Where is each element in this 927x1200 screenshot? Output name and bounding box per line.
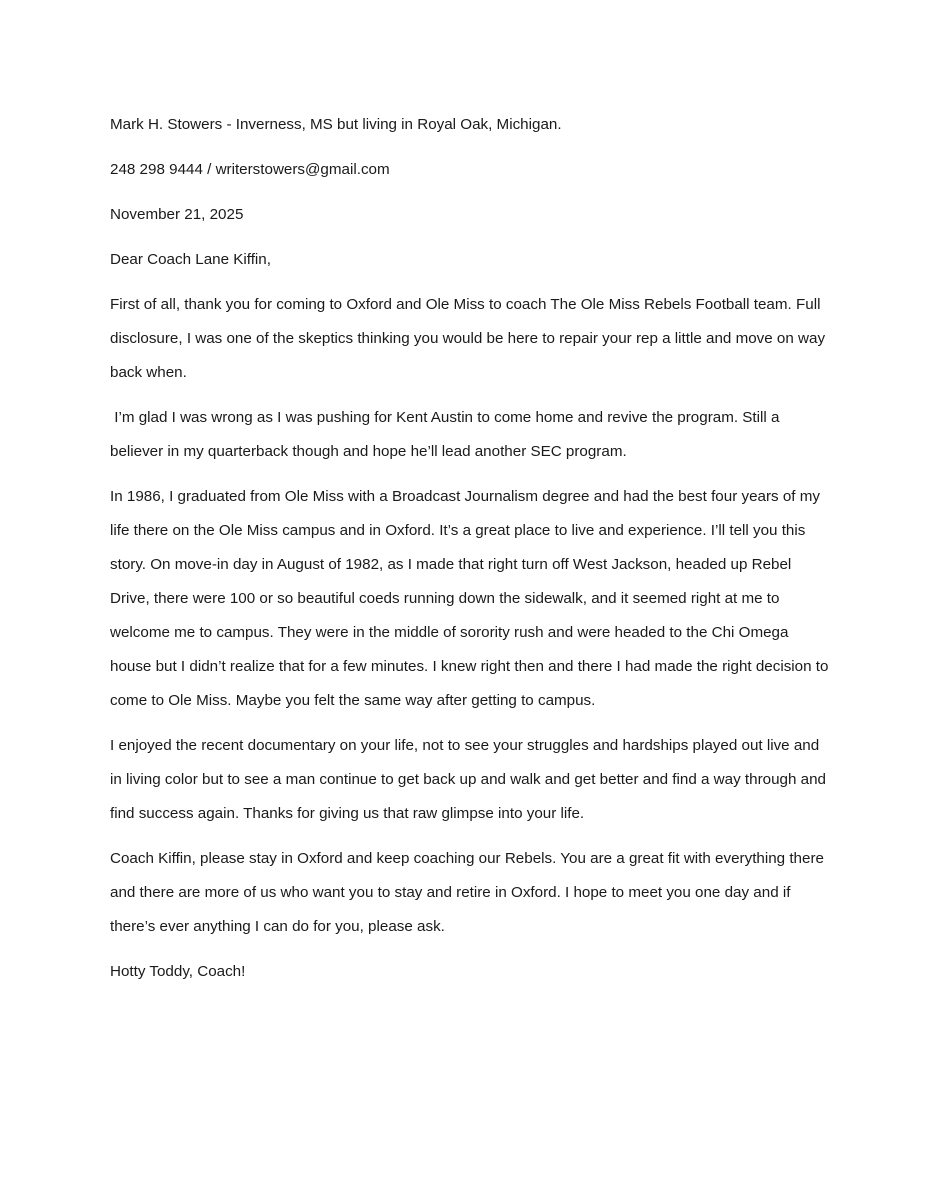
- letter-body: [110, 108, 830, 1000]
- paragraph-story: In 1986, I graduated from Ole Miss with a Broadcast Journalism degree and had the best four years of my life there on the Ole Miss campus and in Oxford. It’s a great place to live and experience. I’ll tell you this story. On move-in day in August of 1982, as I made that right turn off West Jackson, headed up Rebel Drive, there were 100 or so beautiful coeds running down the sidewalk, and it seemed right at me to welcome me to campus. They were in the middle of sorority rush and were headed to the Chi Omega house but I didn’t realize that for a few minutes. I knew right then and there I had made the right decision to come to Ole Miss. Maybe you felt the same way after getting to campus.: [110, 488, 829, 709]
- closing: Hotty Toddy, Coach!: [110, 963, 246, 980]
- paragraph-wrong: I’m glad I was wrong as I was pushing for Kent Austin to come home and revive the program. Still a believer in my quarterback though and hope he’ll lead another SEC program.: [110, 409, 784, 460]
- contact-line: 248 298 9444 / writerstowers@gmail.com: [110, 161, 390, 178]
- salutation: Dear Coach Lane Kiffin,: [110, 251, 271, 268]
- paragraph-documentary: I enjoyed the recent documentary on your life, not to see your struggles and hardships played out live and in living color but to see a man continue to get back up and walk and get better and find a way through and find success again. Thanks for giving us that raw glimpse into your life.: [110, 737, 826, 822]
- letter-date: November 21, 2025: [110, 206, 244, 223]
- sender-line: Mark H. Stowers - Inverness, MS but living in Royal Oak, Michigan.: [110, 116, 562, 133]
- paragraph-intro: First of all, thank you for coming to Oxford and Ole Miss to coach The Ole Miss Rebels Football team. Full disclosure, I was one of the skeptics thinking you would be here to repair your rep a little and move on way back when.: [110, 296, 830, 381]
- paragraph-stay: Coach Kiffin, please stay in Oxford and keep coaching our Rebels. You are a great fit with everything there and there are more of us who want you to stay and retire in Oxford. I hope to meet you one day and if there’s ever anything I can do for you, please ask.: [110, 850, 824, 935]
